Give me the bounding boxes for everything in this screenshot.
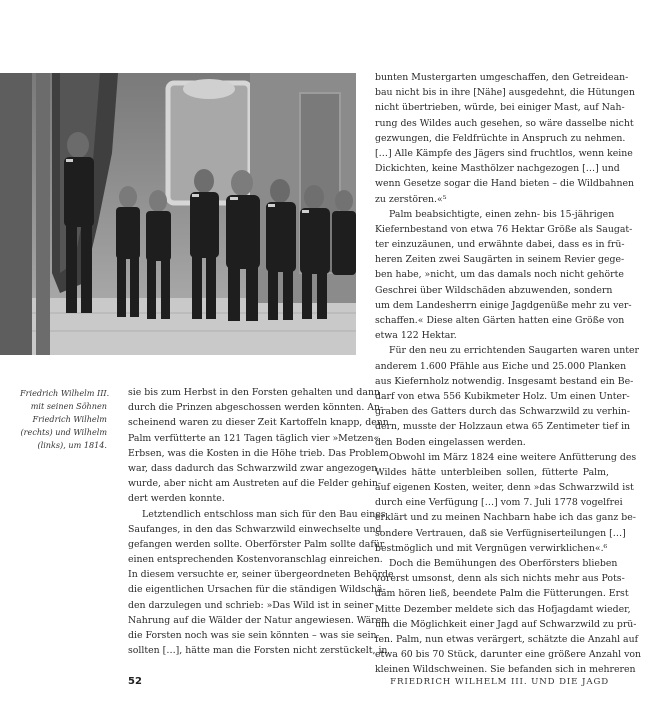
text-line: um die Möglichkeit einer Jagd auf Schwarzwild zu prü- xyxy=(375,618,637,630)
page-number: 52 xyxy=(128,676,142,687)
text-line: […] Alle Kämpfe des Jägers sind fruchtlos, wenn keine xyxy=(375,147,633,159)
text-line: rung des Wildes auch gesehen, so wäre dasselbe nicht xyxy=(375,117,634,129)
text-line: dert werden konnte. xyxy=(128,493,225,505)
body-text-right-column xyxy=(375,70,642,678)
text-line: sollten […], hätte man die Forsten nicht zerstückelt, in xyxy=(128,645,388,657)
text-line: zu zerstören.«⁵ xyxy=(375,193,447,205)
text-line: Erbsen, was die Kosten in die Höhe trieb. Das Problem xyxy=(128,447,389,459)
text-line: vorerst umsonst, denn als sich nichts mehr aus Pots- xyxy=(375,573,625,585)
caption-line: (rechts) und Wilhelm xyxy=(20,427,107,437)
text-line: schaffen.« Diese alten Gärten hatten eine Größe von xyxy=(375,315,625,326)
text-line: bestmöglich und mit Vergnügen verwirklichen«.⁶ xyxy=(375,542,608,554)
text-line: Geschrei über Wildschäden abzuwenden, sondern xyxy=(375,284,613,296)
text-line: Letztendlich entschloss man sich für den Bau eines xyxy=(142,508,386,520)
text-line: war, dass dadurch das Schwarzwild zwar angezogen xyxy=(128,462,378,474)
text-line: Dickichten, keine Masthölzer nachgezogen […] und xyxy=(375,163,620,175)
text-line: wenn Gesetze sogar die Hand bieten – die Wildbahnen xyxy=(375,178,635,190)
text-line: gefangen werden sollte. Oberförster Palm sollte dafür xyxy=(128,538,385,550)
text-line: etwa 60 bis 70 Stück, darunter eine größere Anzahl von xyxy=(375,649,642,661)
text-line: bau nicht bis in ihre [Nähe] ausgedehnt, die Hütungen xyxy=(375,87,635,99)
text-line: Wildes hätte unterbleiben sollen, fütterte Palm, xyxy=(375,466,609,478)
text-line: anderem 1.600 Pfähle aus Eiche und 25.000 Planken xyxy=(375,360,627,372)
running-title: FRIEDRICH WILHELM III. UND DIE JAGD xyxy=(390,677,609,687)
text-line: durch eine Verfügung […] vom 7. Juli 1778 vogelfrei xyxy=(375,497,623,509)
text-line: Für den neu zu errichtenden Saugarten waren unter xyxy=(389,345,640,357)
text-line: die eigentlichen Ursachen für die ständigen Wildschä- xyxy=(128,584,386,596)
text-line: bunten Mustergarten umgeschaffen, den Getreidean- xyxy=(375,72,629,83)
caption-line: Friedrich Wilhelm III. xyxy=(20,388,110,398)
text-line: Obwohl im März 1824 eine weitere Anfütterung des xyxy=(389,451,637,463)
text-line: wurde, aber nicht am Austreten auf die Felder gehin- xyxy=(128,478,382,490)
text-line: darf von etwa 556 Kubikmeter Holz. Um einen Unter- xyxy=(375,390,630,402)
text-line: sondere Vertrauen, daß sie Verfügniserteilungen […] xyxy=(375,527,626,539)
text-line: sie bis zum Herbst in den Forsten gehalten und dann xyxy=(128,387,380,398)
text-line: Kiefernbestand von etwa 76 Hektar Größe als Saugat- xyxy=(375,223,633,235)
historical-engraving-image xyxy=(0,73,356,355)
text-line: etwa 122 Hektar. xyxy=(375,330,457,342)
text-line: einen entsprechenden Kostenvoranschlag einreichen. xyxy=(128,554,383,566)
text-line: Doch die Bemühungen des Oberförsters blieben xyxy=(389,558,618,569)
text-line: heren Zeiten zwei Saugärten in seinem Revier gege- xyxy=(375,254,625,266)
body-text-left-column xyxy=(128,385,394,658)
caption-line: Friedrich Wilhelm xyxy=(32,414,107,424)
text-line: dern, musste der Holzzaun etwa 65 Zentimeter tief in xyxy=(375,421,631,433)
text-line: scheinend waren zu dieser Zeit Kartoffeln knapp, denn xyxy=(128,417,389,429)
text-line: den darzulegen und schrieb: »Das Wild ist in seiner xyxy=(128,599,374,611)
text-line: den Boden eingelassen werden. xyxy=(375,436,526,448)
text-line: ter einzuzäunen, und erwähnte dabei, dass es in frü- xyxy=(375,239,625,251)
text-line: die Forsten noch was sie sein könnten – was sie sein xyxy=(128,630,377,641)
text-line: aus Kiefernholz notwendig. Insgesamt bestand ein Be- xyxy=(375,375,634,387)
text-line: Palm beabsichtigte, einen zehn- bis 15-jährigen xyxy=(389,208,615,220)
text-line: dam hören ließ, beendete Palm die Fütterungen. Erst xyxy=(375,588,629,600)
text-line: In diesem versuchte er, seiner übergeordneten Behörde xyxy=(128,569,394,581)
text-line: kleinen Wildschweinen. Sie befanden sich in mehreren xyxy=(375,664,636,676)
text-line: fen. Palm, nun etwas verärgert, schätzte die Anzahl auf xyxy=(375,633,639,645)
text-line: durch die Prinzen abgeschossen werden könnten. An- xyxy=(128,402,384,414)
text-line: erklärt und zu meinen Nachbarn habe ich das ganz be- xyxy=(375,512,636,524)
text-line: um dem Landesherrn einige Jagdgenüße mehr zu ver- xyxy=(375,299,632,311)
caption-line: (links), um 1814. xyxy=(37,440,107,450)
text-line: graben des Gatters durch das Schwarzwild zu verhin- xyxy=(375,406,631,418)
caption-line: mit seinen Söhnen xyxy=(30,401,107,411)
text-line: Palm verfütterte an 121 Tagen täglich vier »Metzen« xyxy=(128,432,380,444)
text-line: Saufanges, in den das Schwarzwild einwechselte und xyxy=(128,523,382,535)
text-line: Mitte Dezember meldete sich das Hofjagdamt wieder, xyxy=(375,603,631,615)
text-line: auf eigenen Kosten, weiter, denn »das Schwarzwild ist xyxy=(375,482,634,494)
text-line: ben habe, »nicht, um das damals noch nicht gehörte xyxy=(375,269,624,281)
text-line: nicht übertrieben, würde, bei einiger Mast, auf Nah- xyxy=(375,102,625,114)
image-caption xyxy=(20,387,110,452)
text-line: Nahrung auf die Wälder der Natur angewiesen. Wären xyxy=(128,614,388,626)
text-line: gezwungen, die Feldfrüchte in Anspruch zu nehmen. xyxy=(375,132,626,144)
